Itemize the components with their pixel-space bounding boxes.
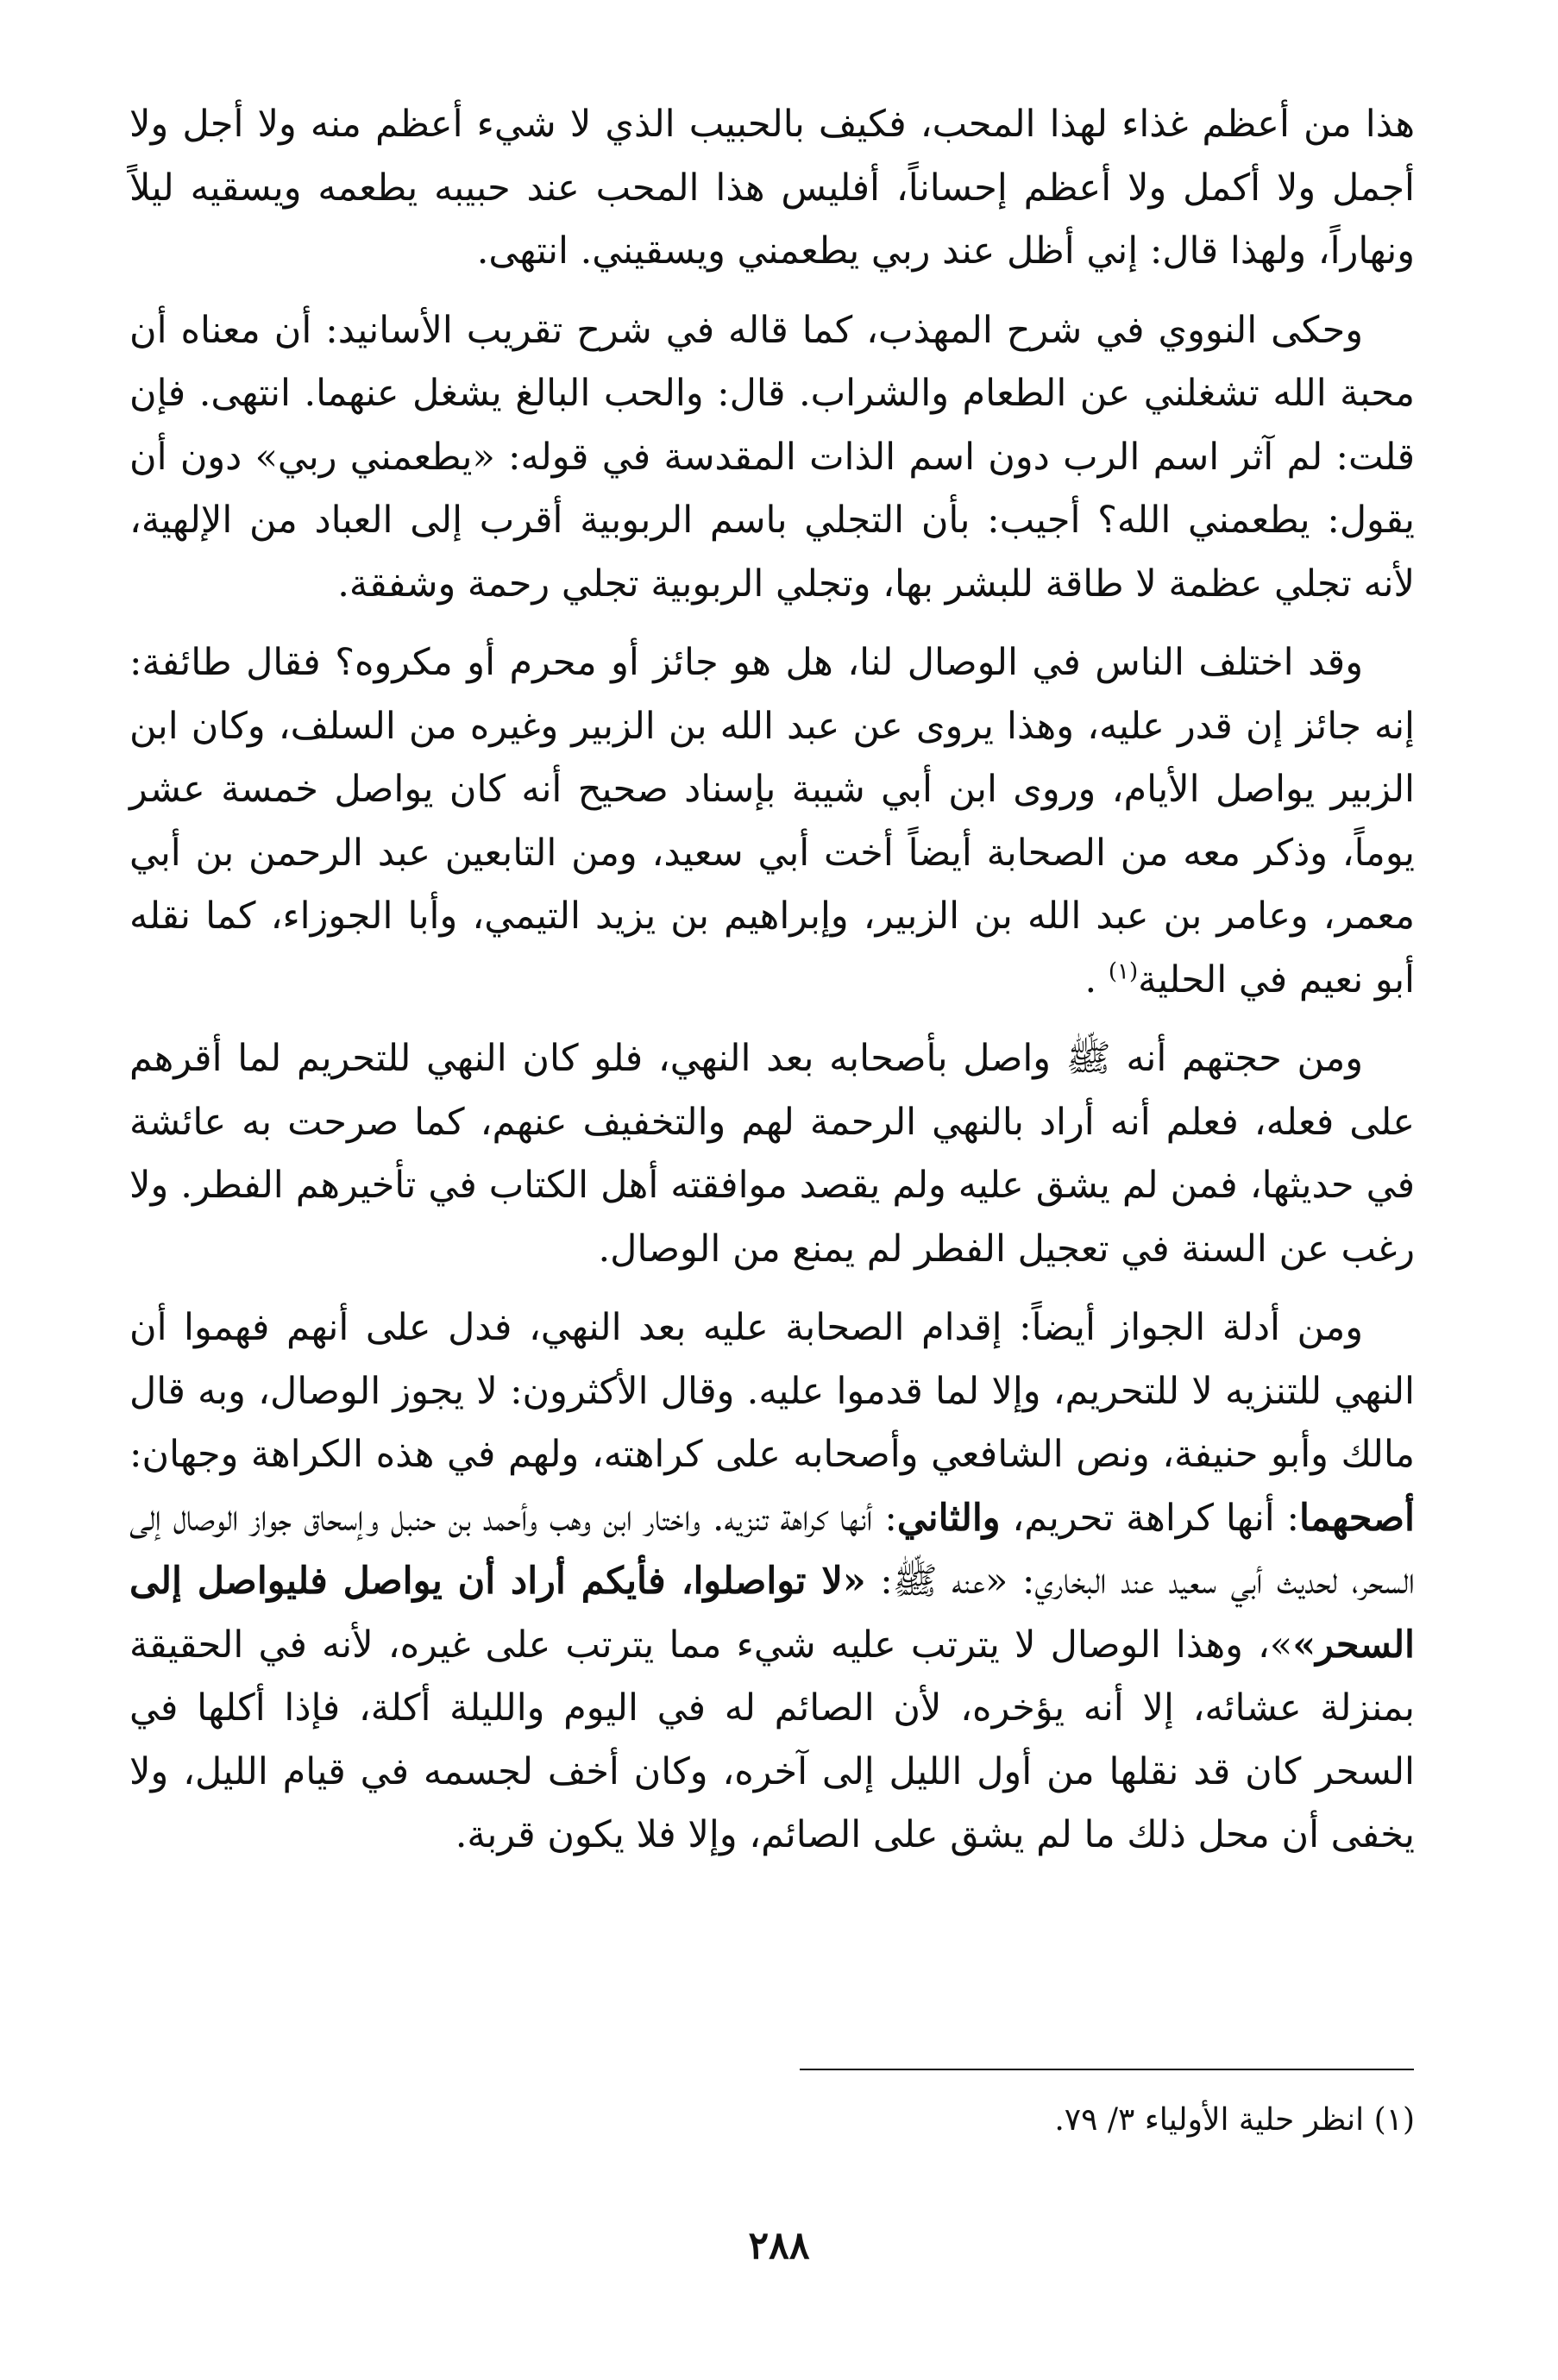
footnote-reference[interactable]: (١) [1108,958,1139,985]
footnote: (١) انظر حلية الأولياء ٣/ ٧٩. [1054,2102,1415,2138]
main-text [129,93,1415,1883]
term-ashahhuhuma: أصحهما [1299,1496,1415,1540]
paragraph-5-part-a: ومن أدلة الجواز أيضاً: إقدام الصحابة عليه بعد النهي، فدل على أنهم فهموا أن النهي للتنزيه لا للتحريم، وإلا لما قدموا عليه. وقال الأكثرون: لا يجوز الوصال، وبه قال مالك وأبو حنيفة، ونص الشافعي وأصحابه على كراهته، ولهم في هذه الكراهة وجهان: [129,1306,1415,1476]
term-thani: والثاني [896,1496,1001,1540]
footnote-separator [800,2069,1414,2070]
paragraph-5-part-c: : أنها كراهة تحريم، [1000,1496,1299,1540]
paragraph-2: وحكى النووي في شرح المهذب، كما قاله في شرح تقريب الأسانيد: أن معناه أن محبة الله تشغلني عن الطعام والشراب. قال: والحب البالغ يشغل عنهما. انتهى. فإن قلت: لم آثر اسم الرب دون اسم الذات المقدسة في قوله: «يطعمني ربي» دون أن يقول: يطعمني الله؟ أجيب: بأن التجلي باسم الربوبية أقرب إلى العباد من الإلهية، لأنه تجلي عظمة لا طاقة للبشر بها، وتجلي الربوبية تجلي رحمة وشفقة. [129,308,1415,606]
paragraph-3-end: . [1084,958,1109,1002]
page-number: ٢٨٨ [748,2224,810,2268]
hadith-quote: «لا تواصلوا، فأيكم أراد أن يواصل فليواصل إلى السحر» [129,1560,1415,1667]
paragraph-1: هذا من أعظم غذاء لهذا المحب، فكيف بالحبيب الذي لا شيء أعظم منه ولا أجل ولا أجمل ولا أكمل ولا أعظم إحساناً، أفليس هذا المحب عند حبيبه يطعمه ويسقيه ليلاً ونهاراً، ولهذا قال: إني أظل عند ربي يطعمني ويسقيني. انتهى. [129,103,1415,273]
paragraph-5-part-e: : أنها كراهة تنزيه. واختار ابن وهب وأحمد بن حنبل وإسحاق جواز الوصال إلى السحر، لحديث أبي سعيد عند البخاري: «عنه ﷺ: [129,1496,1415,1603]
paragraph-3 [129,631,1415,1012]
paragraph-3-text: وقد اختلف الناس في الوصال لنا، هل هو جائز أو محرم أو مكروه؟ فقال طائفة: إنه جائز إن قدر عليه، وهذا يروى عن عبد الله بن الزبير وغيره من السلف، وكان ابن الزبير يواصل الأيام، وروى ابن أبي شيبة بإسناد صحيح أنه كان يواصل خمسة عشر يوماً، وذكر معه من الصحابة أيضاً أخت أبي سعيد، ومن التابعين عبد الرحمن بن أبي معمر، وعامر بن عبد الله بن الزبير، وإبراهيم بن يزيد التيمي، وأبا الجوزاء، كما نقله أبو نعيم في الحلية [129,641,1415,1002]
paragraph-5 [129,1297,1415,1868]
paragraph-5-part-g: »، وهذا الوصال لا يترتب عليه شيء مما يترتب على غيره، لأنه في الحقيقة بمنزلة عشائه، إلا أنه يؤخره، لأن الصائم له في اليوم والليلة أكلة، فإذا أكلها في السحر كان قد نقلها من أول الليل إلى آخره، وكان أخف لجسمه في قيام الليل، ولا يخفى أن محل ذلك ما لم يشق على الصائم، وإلا فلا يكون قربة. [129,1623,1415,1856]
paragraph-4: ومن حجتهم أنه ﷺ واصل بأصحابه بعد النهي، فلو كان النهي للتحريم لما أقرهم على فعله، فعلم أنه أراد بالنهي الرحمة لهم والتخفيف عنهم، كما صرحت به عائشة في حديثها، فمن لم يشق عليه ولم يقصد موافقته أهل الكتاب في تأخيرهم الفطر. ولا رغب عن السنة في تعجيل الفطر لم يمنع من الوصال. [129,1037,1415,1271]
